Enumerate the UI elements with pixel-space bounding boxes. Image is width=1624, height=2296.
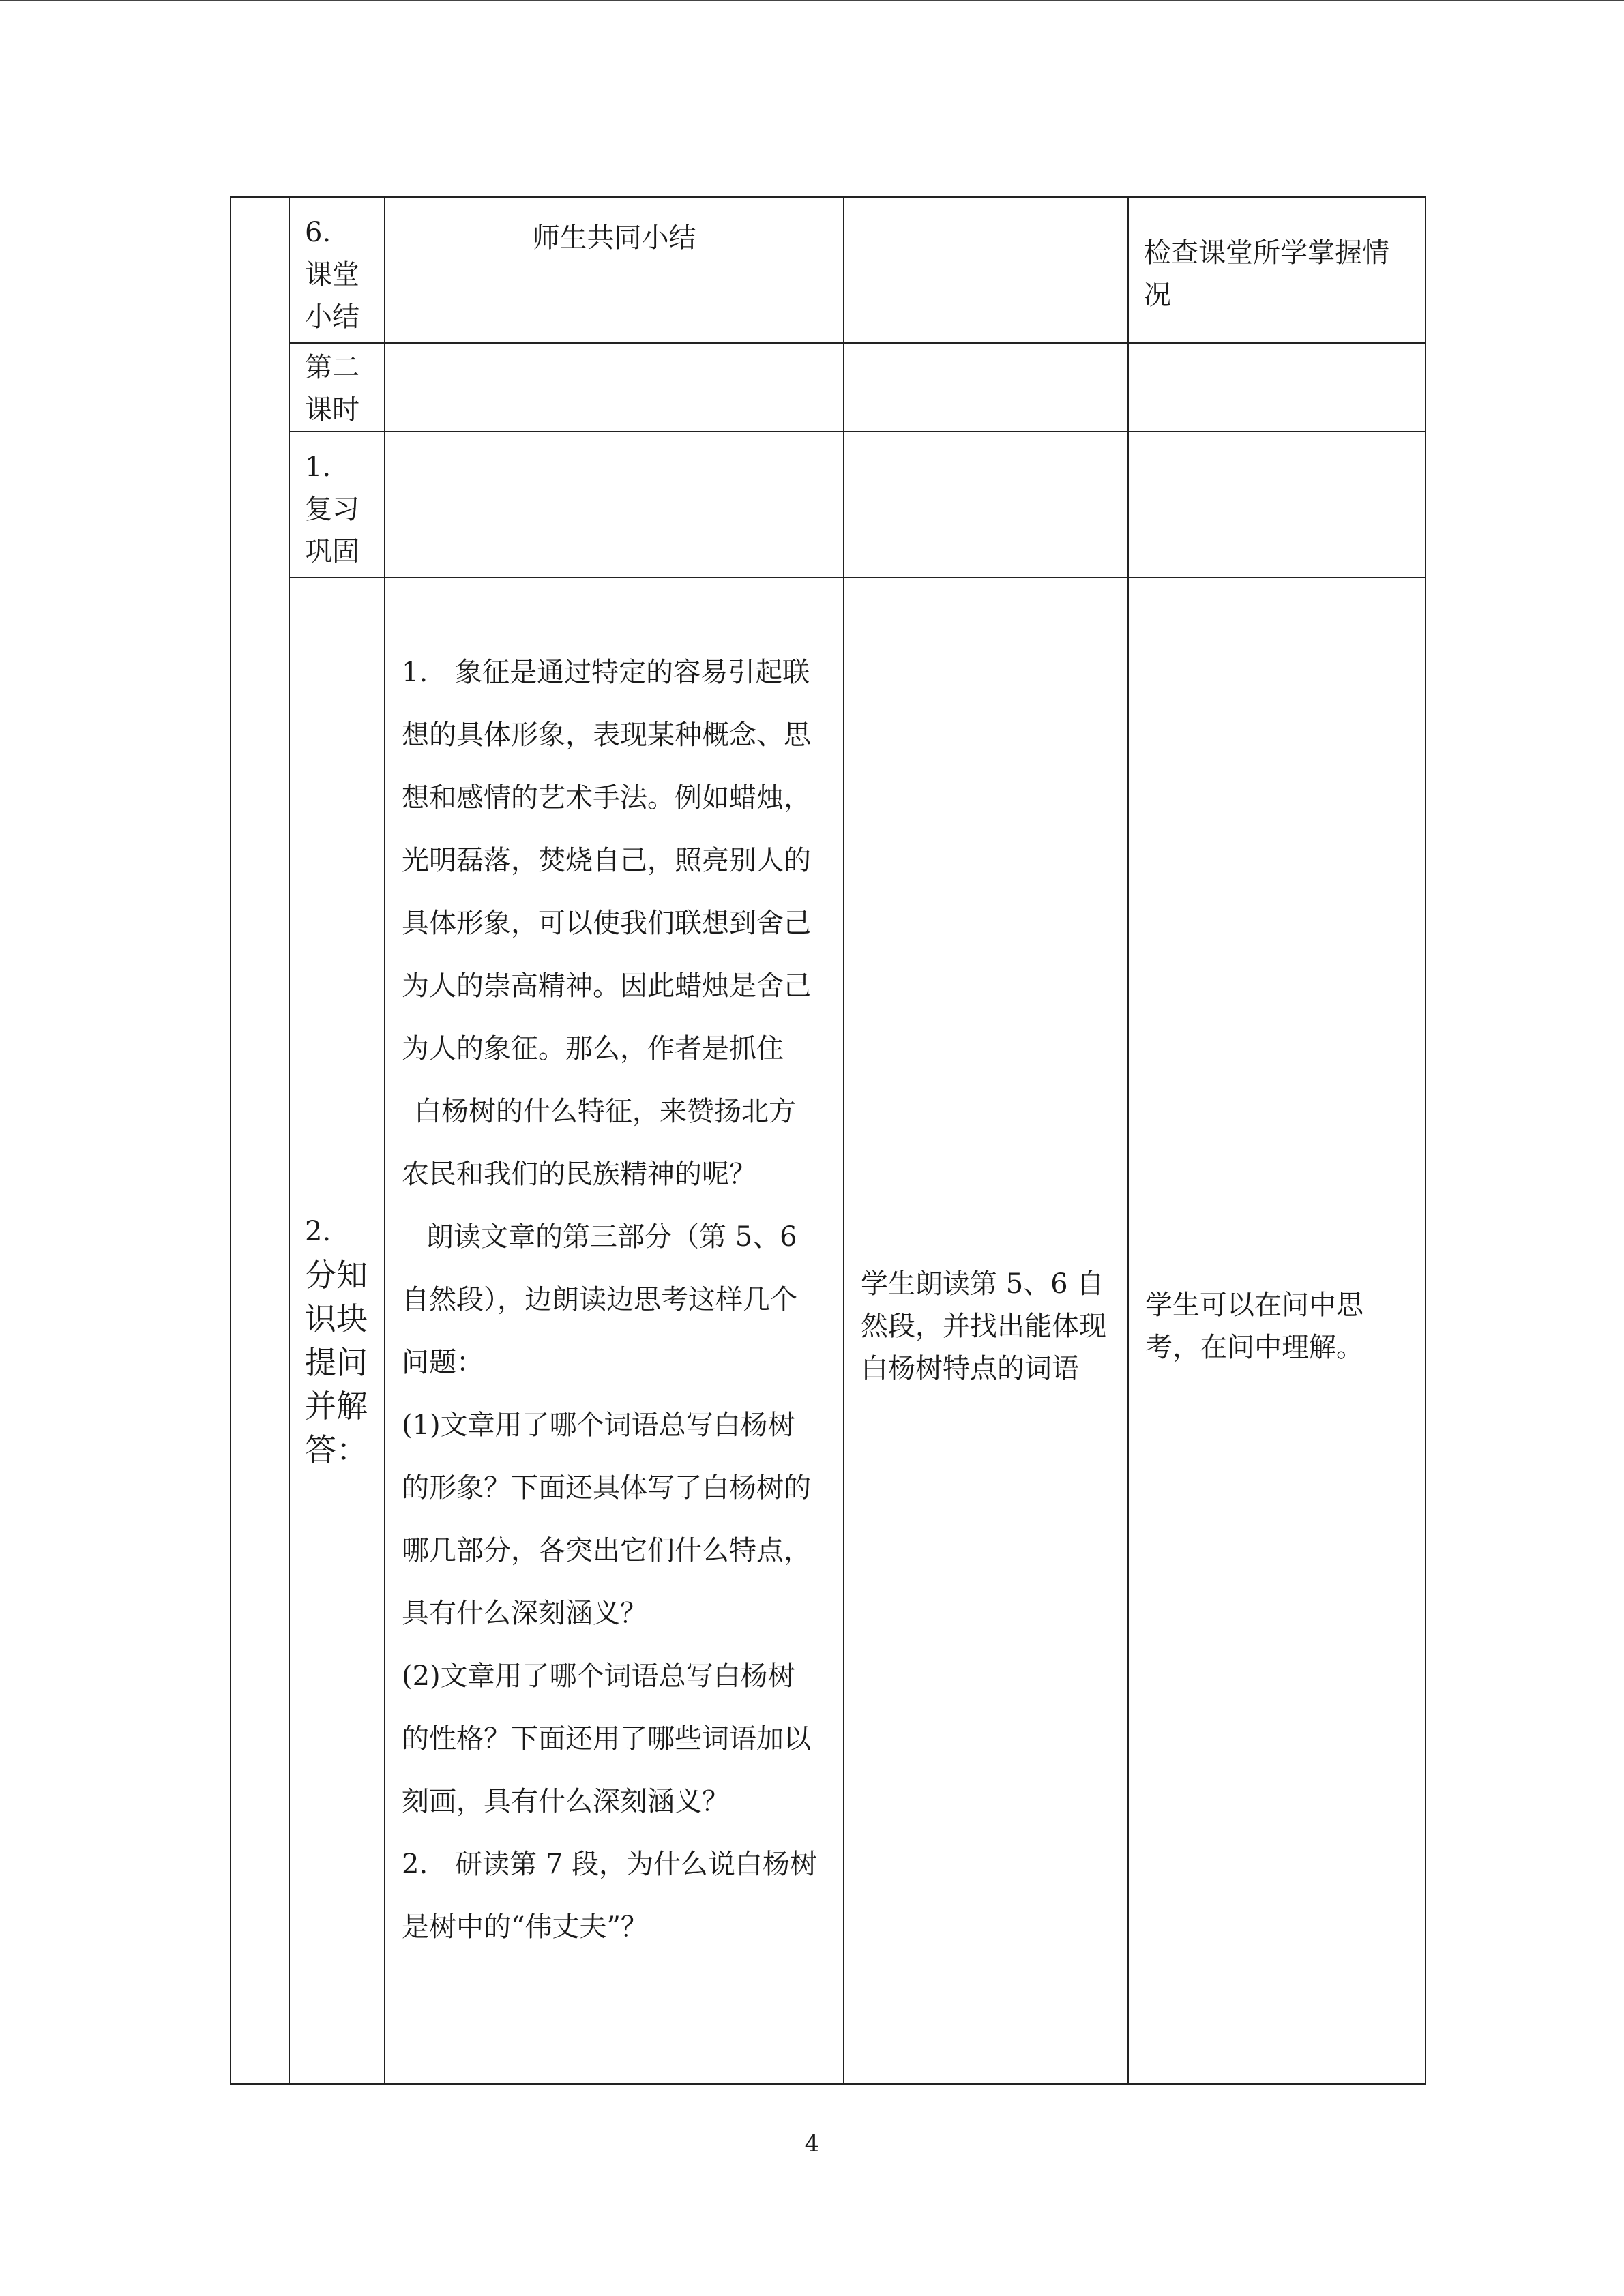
step-number: 1.: [305, 451, 331, 483]
content-line: (2)文章用了哪个词语总写白杨树: [402, 1660, 795, 1692]
table-row-questions: [231, 578, 1426, 2084]
student-cell: [844, 432, 1128, 578]
activity-text: 师生共同小结: [532, 222, 696, 254]
content-line: 的性格？下面还用了哪些词语加以: [402, 1723, 811, 1755]
lesson-plan-table: [230, 196, 1426, 2085]
content-line: 想的具体形象，表现某种概念、思: [402, 719, 811, 751]
student-text: [844, 198, 1127, 232]
content-line: 想和感情的艺术手法。例如蜡烛，: [402, 782, 811, 814]
step-name: 第二 课时: [305, 352, 359, 426]
content-line: 农民和我们的民族精神的呢？: [402, 1159, 756, 1190]
student-text: 学生朗读第 5、6 自然段，并找出能体现白杨树特点的词语: [861, 1268, 1106, 1384]
intent-cell: [1128, 197, 1426, 343]
intent-cell: [1128, 343, 1426, 432]
table-row-summary: [231, 197, 1426, 343]
activity-cell: [385, 578, 844, 2084]
page-number: 4: [804, 2130, 820, 2158]
content-line: 为人的崇高精神。因此蜡烛是舍己: [402, 970, 811, 1002]
content-line: 光明磊落，焚烧自己，照亮别人的: [402, 845, 811, 876]
content-line: 为人的象征。那么，作者是抓住: [402, 1033, 784, 1064]
activity-cell: [385, 197, 844, 343]
content-line: 的形象？下面还具体写了白杨树的: [402, 1472, 811, 1504]
step-cell: [289, 578, 385, 2084]
intent-cell: [1128, 432, 1426, 578]
table-row-review: [231, 432, 1426, 578]
content-line: 是树中的“伟丈夫”？: [402, 1911, 648, 1943]
student-cell: [844, 197, 1128, 343]
activity-cell: [385, 343, 844, 432]
table-row-second-lesson: [231, 343, 1426, 432]
student-cell: [844, 343, 1128, 432]
content-line: 具有什么深刻涵义？: [402, 1598, 647, 1629]
student-cell: [844, 578, 1128, 2084]
content-line: 朗读文章的第三部分（第 5、6: [426, 1221, 797, 1253]
content-line: 问题：: [402, 1347, 484, 1378]
content-line: 1. 象征是通过特定的容易引起联: [402, 657, 810, 688]
content-line: 刻画，具有什么深刻涵义？: [402, 1786, 729, 1817]
content-line: 具体形象，可以使我们联想到舍己: [402, 908, 811, 939]
content-line: (1)文章用了哪个词语总写白杨树: [402, 1410, 795, 1441]
content-line: 白杨树的什么特征，来赞扬北方: [414, 1096, 796, 1127]
activity-cell: [385, 432, 844, 578]
content-line: 2. 研读第 7 段，为什么说白杨树: [402, 1849, 818, 1880]
step-number: 2.: [305, 1216, 331, 1247]
content-line: 哪几部分，各突出它们什么特点，: [402, 1535, 811, 1566]
intent-text: 学生可以在问中思考，在问中理解。: [1145, 1289, 1363, 1363]
step-cell: [289, 197, 385, 343]
step-name: 分知 识块 提问 并解 答：: [305, 1257, 368, 1468]
step-cell: [289, 343, 385, 432]
step-number: 6.: [305, 217, 331, 248]
step-name: 课堂 小结: [305, 259, 359, 333]
intent-text: 检查课堂所学掌握情况: [1144, 237, 1389, 311]
step-cell: [289, 432, 385, 578]
question-content: [385, 578, 843, 1958]
content-line: 自然段），边朗读边思考这样几个: [402, 1284, 797, 1315]
intent-cell: [1128, 578, 1426, 2084]
step-name: 复习 巩固: [305, 494, 359, 567]
page-top-border: [0, 0, 1624, 1]
left-margin-cell: [231, 197, 289, 2084]
